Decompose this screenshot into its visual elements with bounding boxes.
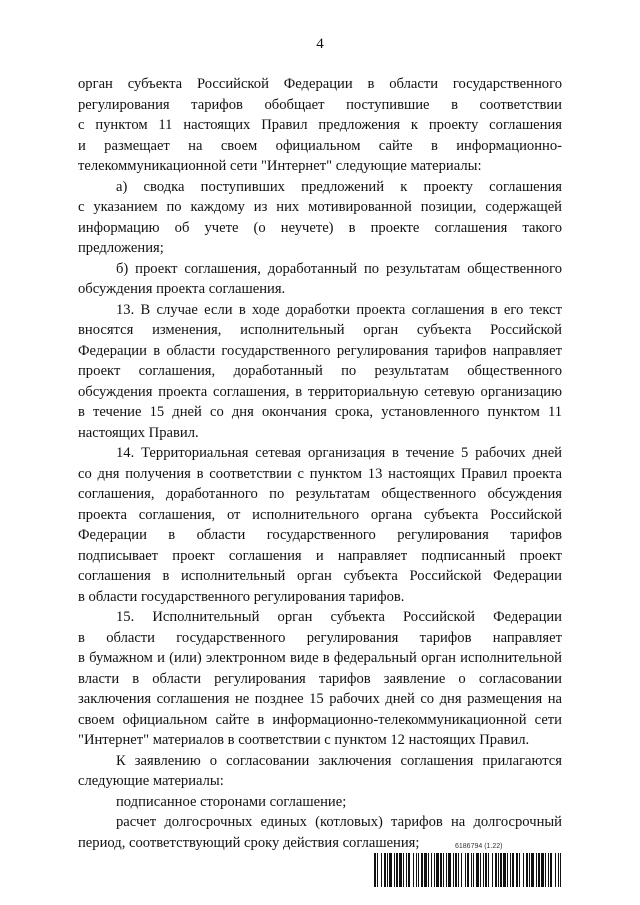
barcode-image [374, 853, 565, 887]
text-line: Федерации в области государственного регулирования тарифов [78, 527, 562, 543]
text-line: в области государственного регулирования тарифов направляет [78, 629, 562, 646]
text-line: заключения соглашения не позднее 15 рабочих дней со дня размещения на [78, 691, 562, 707]
text-line: в бумажном и (или) электронном виде в федеральный орган исполнительной [78, 650, 562, 666]
page-number: 4 [316, 36, 324, 52]
text-line: в области государственного регулирования тарифов. [78, 588, 405, 605]
text-line: подписанное сторонами соглашение; [116, 793, 347, 810]
text-line: и размещает на своем официальном сайте в информационно- [78, 137, 562, 154]
text-line: 13. В случае если в ходе доработки проекта соглашения в его текст [116, 301, 562, 318]
text-line: предложения; [78, 240, 164, 256]
text-line: соглашения в исполнительный орган субъекта Российской Федерации [78, 568, 562, 584]
text-line: соглашения, доработанного по результатам общественного обсуждения [78, 486, 562, 502]
text-line: телекоммуникационной сети "Интернет" следующие материалы: [78, 158, 482, 174]
text-line: вносятся изменения, исполнительный орган субъекта Российской [78, 322, 562, 338]
document-body [78, 74, 562, 853]
text-line: 15. Исполнительный орган субъекта Российской Федерации [116, 609, 562, 625]
text-line: проект соглашения, доработанный по результатам общественного [78, 363, 562, 379]
text-line: обсуждения проекта соглашения. [78, 281, 286, 297]
barcode-bar [561, 853, 563, 887]
text-line: К заявлению о согласовании заключения соглашения прилагаются [116, 752, 562, 769]
text-line: период, соответствующий сроку действия соглашения; [78, 834, 420, 851]
text-line: расчет долгосрочных единых (котловых) тарифов на долгосрочный [116, 814, 562, 830]
text-line: следующие материалы: [78, 773, 224, 789]
text-line: "Интернет" материалов в соответствии с пунктом 12 настоящих Правил. [78, 732, 530, 748]
text-line: б) проект соглашения, доработанный по результатам общественного [116, 260, 562, 277]
text-line: подписывает проект соглашения и направляет подписанный проект [78, 547, 562, 564]
text-line: орган субъекта Российской Федерации в области государственного [78, 76, 562, 92]
document-code: 6186794 (1.22) [455, 843, 503, 850]
text-line: а) сводка поступивших предложений к проекту соглашения [116, 178, 562, 195]
text-line: в течение 15 дней со дня окончания срока, установленного пунктом 11 [78, 404, 562, 420]
text-line: обсуждения проекта соглашения, в территориальную сетевую организацию [78, 383, 562, 400]
text-line: своем официальном сайте в информационно-телекоммуникационной сети [78, 711, 562, 728]
text-line: информацию об учете (о неучете) в проекте соглашения такого [78, 219, 562, 236]
text-line: регулирования тарифов обобщает поступившие в соответствии [78, 96, 562, 113]
text-line: проекта соглашения, от исполнительного органа субъекта Российской [78, 506, 562, 523]
text-line: 14. Территориальная сетевая организация в течение 5 рабочих дней [116, 445, 562, 461]
text-line: со дня получения в соответствии с пунктом 13 настоящих Правил проекта [78, 465, 562, 482]
text-line: с указанием по каждому из них мотивированной позиции, содержащей [78, 199, 562, 215]
text-line: власти в области регулирования тарифов заявление о согласовании [78, 670, 562, 687]
text-line: с пунктом 11 настоящих Правил предложения к проекту соглашения [78, 117, 562, 133]
text-line: Федерации в области государственного регулирования тарифов направляет [78, 342, 562, 359]
text-line: настоящих Правил. [78, 424, 199, 441]
